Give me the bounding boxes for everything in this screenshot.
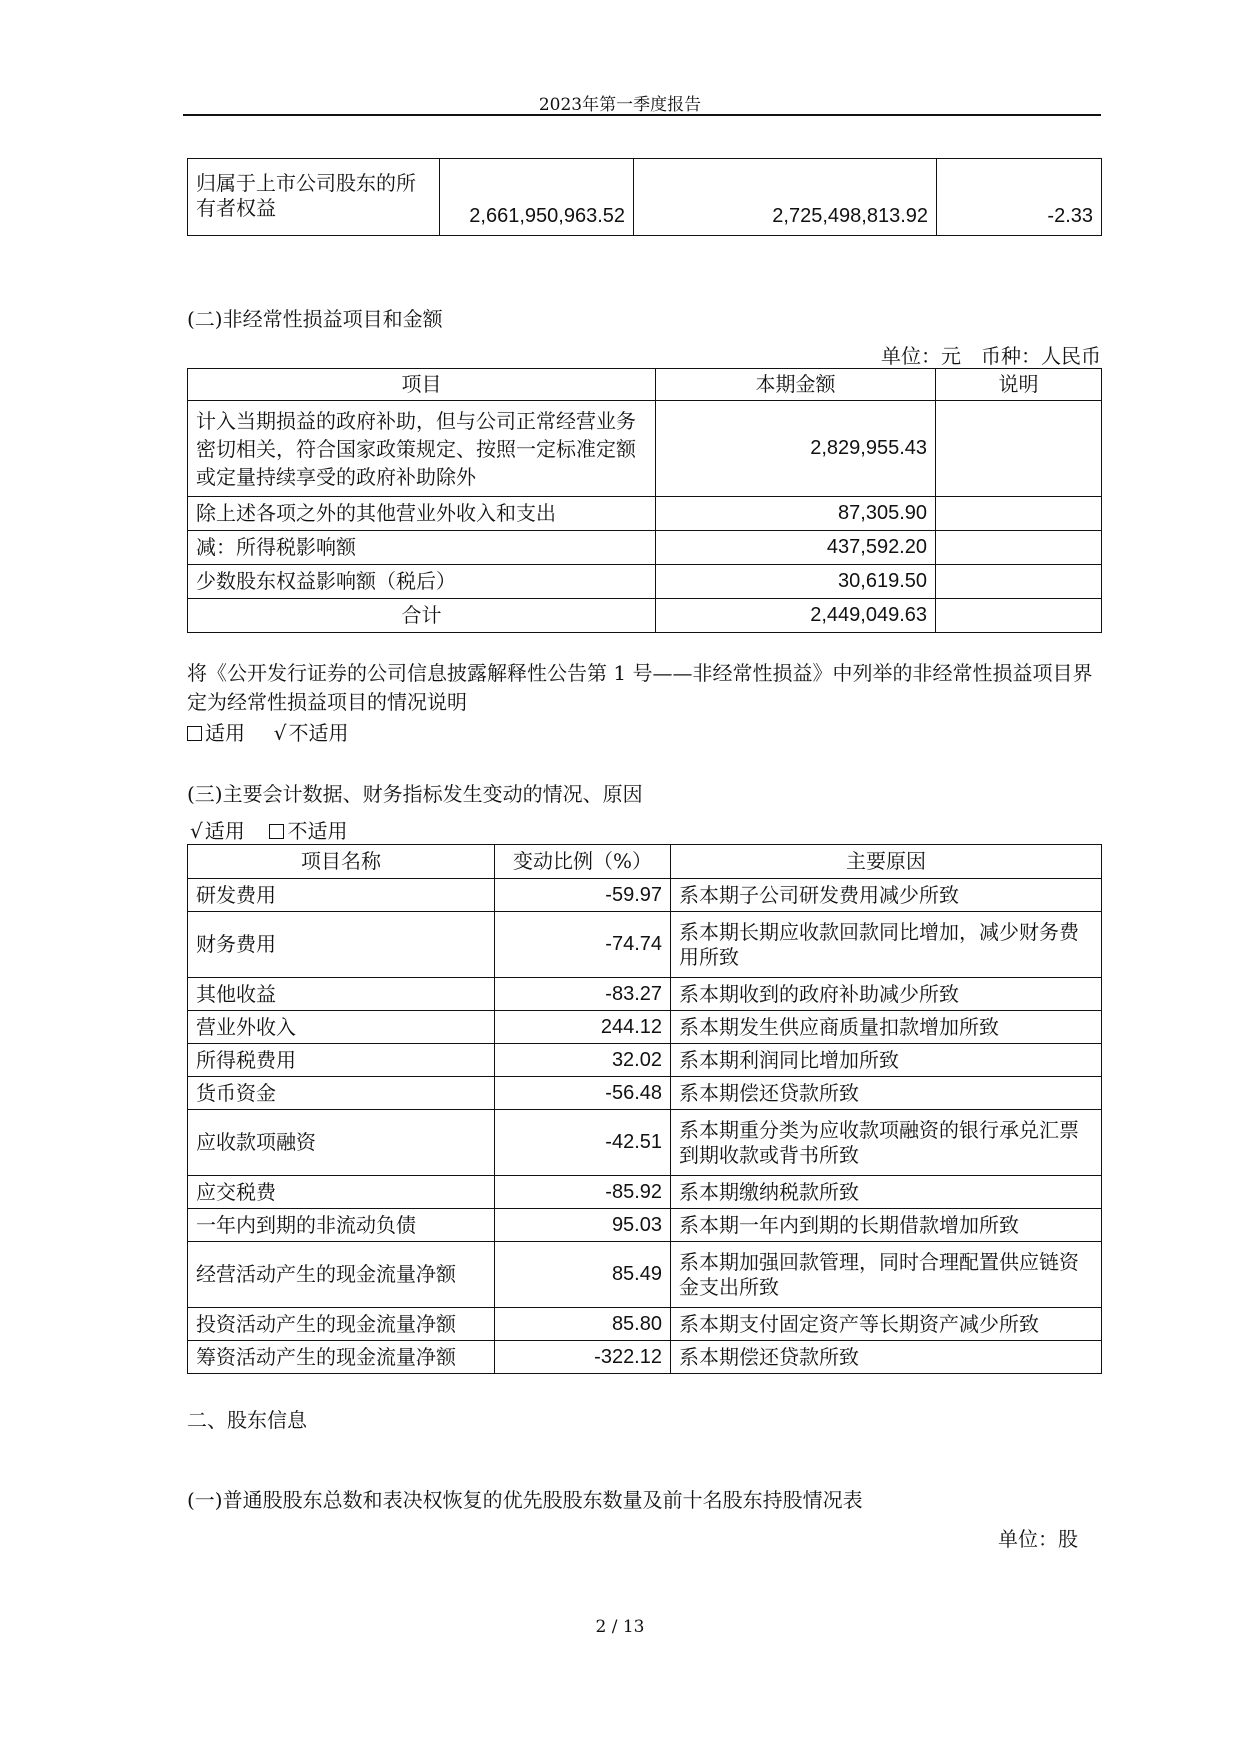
table-header-row — [188, 845, 1102, 879]
amount-cell: 2,829,955.43 — [656, 401, 936, 497]
unit-currency-label: 单位：元 币种：人民币 — [881, 344, 1101, 368]
item-cell: 少数股东权益影响额（税后） — [188, 565, 656, 599]
name-cell: 筹资活动产生的现金流量净额 — [188, 1341, 495, 1374]
section-title-changes: (三)主要会计数据、财务指标发生变动的情况、原因 — [187, 782, 643, 806]
name-cell: 应交税费 — [188, 1176, 495, 1209]
column-header-item: 项目 — [188, 369, 656, 401]
note-cell — [936, 565, 1102, 599]
name-cell: 投资活动产生的现金流量净额 — [188, 1308, 495, 1341]
amount-cell: 30,619.50 — [656, 565, 936, 599]
check-mark-icon: √ — [190, 819, 203, 843]
reason-cell: 系本期子公司研发费用减少所致 — [671, 879, 1102, 912]
applicable-checkbox — [187, 726, 202, 741]
reason-cell: 系本期偿还贷款所致 — [671, 1077, 1102, 1110]
item-cell: 减：所得税影响额 — [188, 531, 656, 565]
ratio-cell: 95.03 — [495, 1209, 671, 1242]
name-cell: 货币资金 — [188, 1077, 495, 1110]
ratio-cell: 85.80 — [495, 1308, 671, 1341]
section-title-nonrecurring: (二)非经常性损益项目和金额 — [187, 307, 443, 331]
amount-cell: 437,592.20 — [656, 531, 936, 565]
applicable-label: 适用 — [205, 721, 245, 745]
reason-cell: 系本期缴纳税款所致 — [671, 1176, 1102, 1209]
reason-cell: 系本期收到的政府补助减少所致 — [671, 978, 1102, 1011]
table-row — [188, 1242, 1102, 1308]
table-row — [188, 1077, 1102, 1110]
reason-cell: 系本期偿还贷款所致 — [671, 1341, 1102, 1374]
check-mark-icon: √ — [273, 721, 287, 745]
reason-cell: 系本期一年内到期的长期借款增加所致 — [671, 1209, 1102, 1242]
name-cell: 一年内到期的非流动负债 — [188, 1209, 495, 1242]
section-title-shareholders: 二、股东信息 — [187, 1408, 307, 1432]
table-row — [188, 531, 1102, 565]
nonrecurring-explanation: 将《公开发行证券的公司信息披露解释性公告第 1 号——非经常性损益》中列举的非经常性损益项目界定为经常性损益项目的情况说明 — [187, 661, 1093, 714]
ratio-cell: -74.74 — [495, 912, 671, 978]
table-row — [188, 497, 1102, 531]
table-row — [188, 1209, 1102, 1242]
ratio-cell: 32.02 — [495, 1044, 671, 1077]
name-cell: 应收款项融资 — [188, 1110, 495, 1176]
equity-current-value: 2,661,950,963.52 — [440, 159, 634, 236]
note-cell — [936, 531, 1102, 565]
item-cell: 计入当期损益的政府补助，但与公司正常经营业务密切相关，符合国家政策规定、按照一定标准定额或定量持续享受的政府补助除外 — [188, 401, 656, 497]
column-header-amount: 本期金额 — [656, 369, 936, 401]
table-row — [188, 1176, 1102, 1209]
table-row — [188, 565, 1102, 599]
table-row — [188, 879, 1102, 912]
column-header-reason: 主要原因 — [671, 845, 1102, 879]
table-total-row — [188, 599, 1102, 633]
not-applicable-label: 不适用 — [287, 819, 348, 843]
reason-cell: 系本期长期应收款回款同比增加，减少财务费用所致 — [671, 912, 1102, 978]
equity-change-value: -2.33 — [937, 159, 1102, 236]
name-cell: 经营活动产生的现金流量净额 — [188, 1242, 495, 1308]
total-note — [936, 599, 1102, 633]
table-row — [188, 159, 1102, 236]
page-number: 2 / 13 — [595, 1617, 645, 1637]
table-row — [188, 978, 1102, 1011]
unit-shares-label: 单位：股 — [998, 1527, 1078, 1551]
header-divider — [183, 114, 1101, 116]
nonrecurring-table — [187, 368, 1102, 633]
table-row — [188, 912, 1102, 978]
column-header-ratio: 变动比例（%） — [495, 845, 671, 879]
column-header-name: 项目名称 — [188, 845, 495, 879]
total-amount: 2,449,049.63 — [656, 599, 936, 633]
ratio-cell: 244.12 — [495, 1011, 671, 1044]
table-row — [188, 1011, 1102, 1044]
total-label: 合计 — [188, 599, 656, 633]
name-cell: 营业外收入 — [188, 1011, 495, 1044]
ratio-cell: -83.27 — [495, 978, 671, 1011]
nonrecurring-applicability — [187, 717, 348, 746]
ratio-cell: 85.49 — [495, 1242, 671, 1308]
note-cell — [936, 401, 1102, 497]
table-row — [188, 1110, 1102, 1176]
note-cell — [936, 497, 1102, 531]
column-header-note: 说明 — [936, 369, 1102, 401]
applicable-label: 适用 — [204, 819, 245, 843]
report-header-title: 2023年第一季度报告 — [538, 95, 702, 115]
name-cell: 财务费用 — [188, 912, 495, 978]
not-applicable-label: 不适用 — [288, 721, 349, 745]
ratio-cell: -322.12 — [495, 1341, 671, 1374]
reason-cell: 系本期发生供应商质量扣款增加所致 — [671, 1011, 1102, 1044]
equity-label: 归属于上市公司股东的所有者权益 — [188, 159, 440, 236]
table-row — [188, 1341, 1102, 1374]
shareholders-subtitle: (一)普通股股东总数和表决权恢复的优先股股东数量及前十名股东持股情况表 — [187, 1488, 863, 1512]
equity-previous-value: 2,725,498,813.92 — [634, 159, 937, 236]
equity-table — [187, 158, 1102, 236]
reason-cell: 系本期支付固定资产等长期资产减少所致 — [671, 1308, 1102, 1341]
changes-applicability — [190, 815, 347, 844]
reason-cell: 系本期重分类为应收款项融资的银行承兑汇票到期收款或背书所致 — [671, 1110, 1102, 1176]
reason-cell: 系本期利润同比增加所致 — [671, 1044, 1102, 1077]
amount-cell: 87,305.90 — [656, 497, 936, 531]
table-row — [188, 401, 1102, 497]
name-cell: 研发费用 — [188, 879, 495, 912]
name-cell: 所得税费用 — [188, 1044, 495, 1077]
ratio-cell: -85.92 — [495, 1176, 671, 1209]
table-header-row — [188, 369, 1102, 401]
table-row — [188, 1308, 1102, 1341]
reason-cell: 系本期加强回款管理，同时合理配置供应链资金支出所致 — [671, 1242, 1102, 1308]
table-row — [188, 1044, 1102, 1077]
ratio-cell: -42.51 — [495, 1110, 671, 1176]
ratio-cell: -59.97 — [495, 879, 671, 912]
not-applicable-checkbox — [269, 824, 284, 839]
ratio-cell: -56.48 — [495, 1077, 671, 1110]
name-cell: 其他收益 — [188, 978, 495, 1011]
changes-table — [187, 844, 1102, 1374]
item-cell: 除上述各项之外的其他营业外收入和支出 — [188, 497, 656, 531]
